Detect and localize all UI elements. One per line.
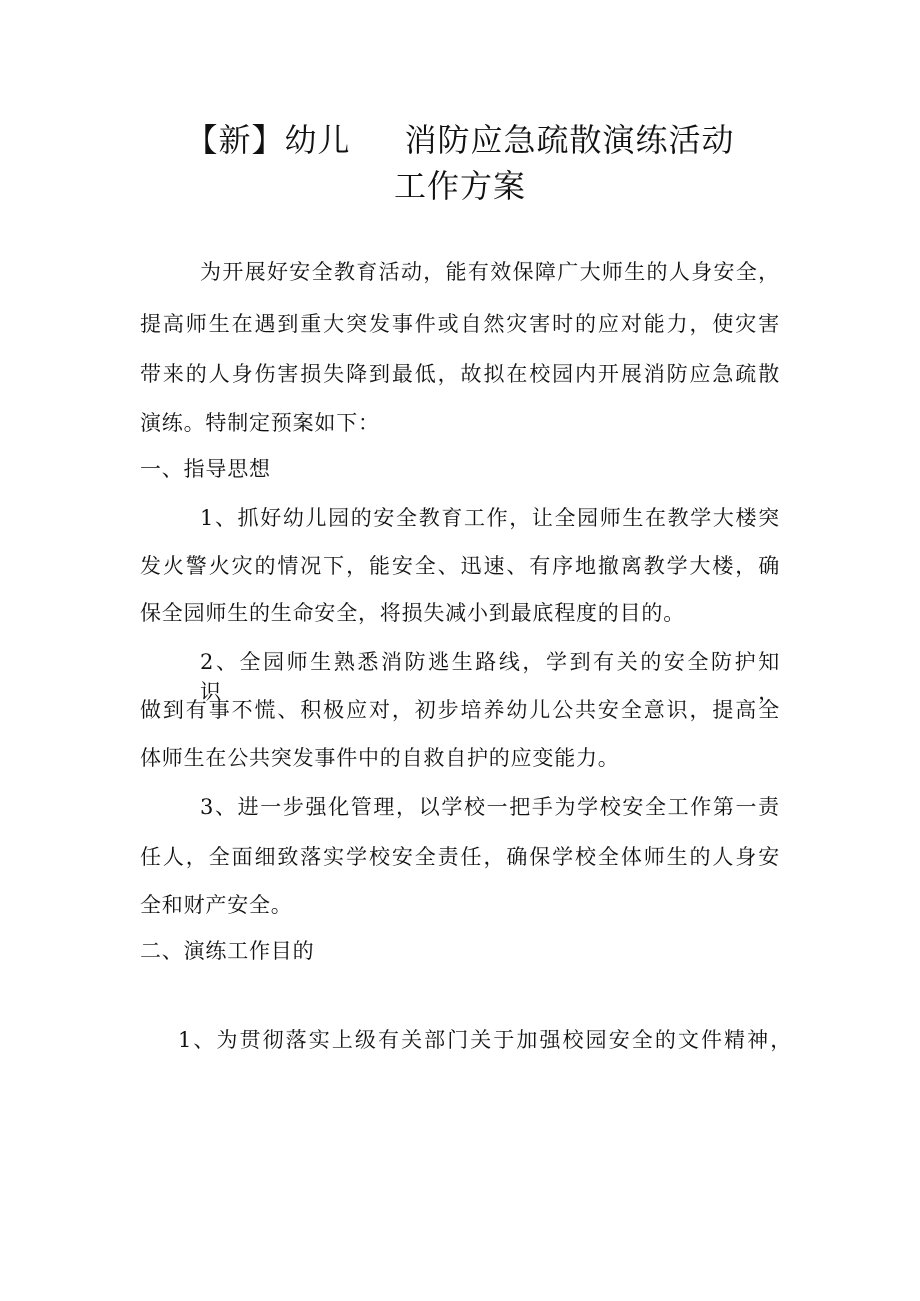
text-line: 全和财产安全。 — [140, 893, 293, 917]
text-line: 体师生在公共突发事件中的自救自护的应变能力。 — [140, 746, 620, 770]
text-line: 保全园师生的生命安全，将损失减小到最底程度的目的。 — [140, 601, 685, 625]
text-line: 发火警火灾的情况下，能安全、迅速、有序地撤离教学大楼，确 — [140, 554, 780, 578]
text-line: 演练。特制定预案如下： — [140, 411, 380, 435]
text-line: 为开展好安全教育活动，能有效保障广大师生的人身安全， — [200, 260, 780, 284]
text-line: 2、全园师生熟悉消防逃生路线，学到有关的安全防护知识， — [200, 650, 780, 704]
text-line: 提高师生在遇到重大突发事件或自然灾害时的应对能力，使灾害 — [140, 312, 780, 336]
text-line: 带来的人身伤害损失降到最低，故拟在校园内开展消防应急疏散 — [140, 362, 780, 386]
section-heading: 一、指导思想 — [140, 457, 271, 481]
text-line: 3、进一步强化管理，以学校一把手为学校安全工作第一责 — [200, 795, 780, 819]
document-title-line-1 — [0, 120, 920, 160]
text-line: 1、抓好幼儿园的安全教育工作，让全园师生在教学大楼突 — [200, 506, 780, 530]
text-line: 任人，全面细致落实学校安全责任，确保学校全体师生的人身安 — [140, 845, 780, 869]
text-line: 做到有事不慌、积极应对，初步培养幼儿公共安全意识，提高全 — [140, 698, 780, 722]
section-heading: 二、演练工作目的 — [140, 939, 315, 963]
title-prefix: 【新】幼儿 — [185, 121, 351, 159]
title-main: 消防应急疏散演练活动 — [404, 121, 735, 159]
document-title-line-2: 工作方案 — [393, 167, 526, 205]
text-line: 1、为贯彻落实上级有关部门关于加强校园安全的文件精神， — [178, 1028, 792, 1052]
